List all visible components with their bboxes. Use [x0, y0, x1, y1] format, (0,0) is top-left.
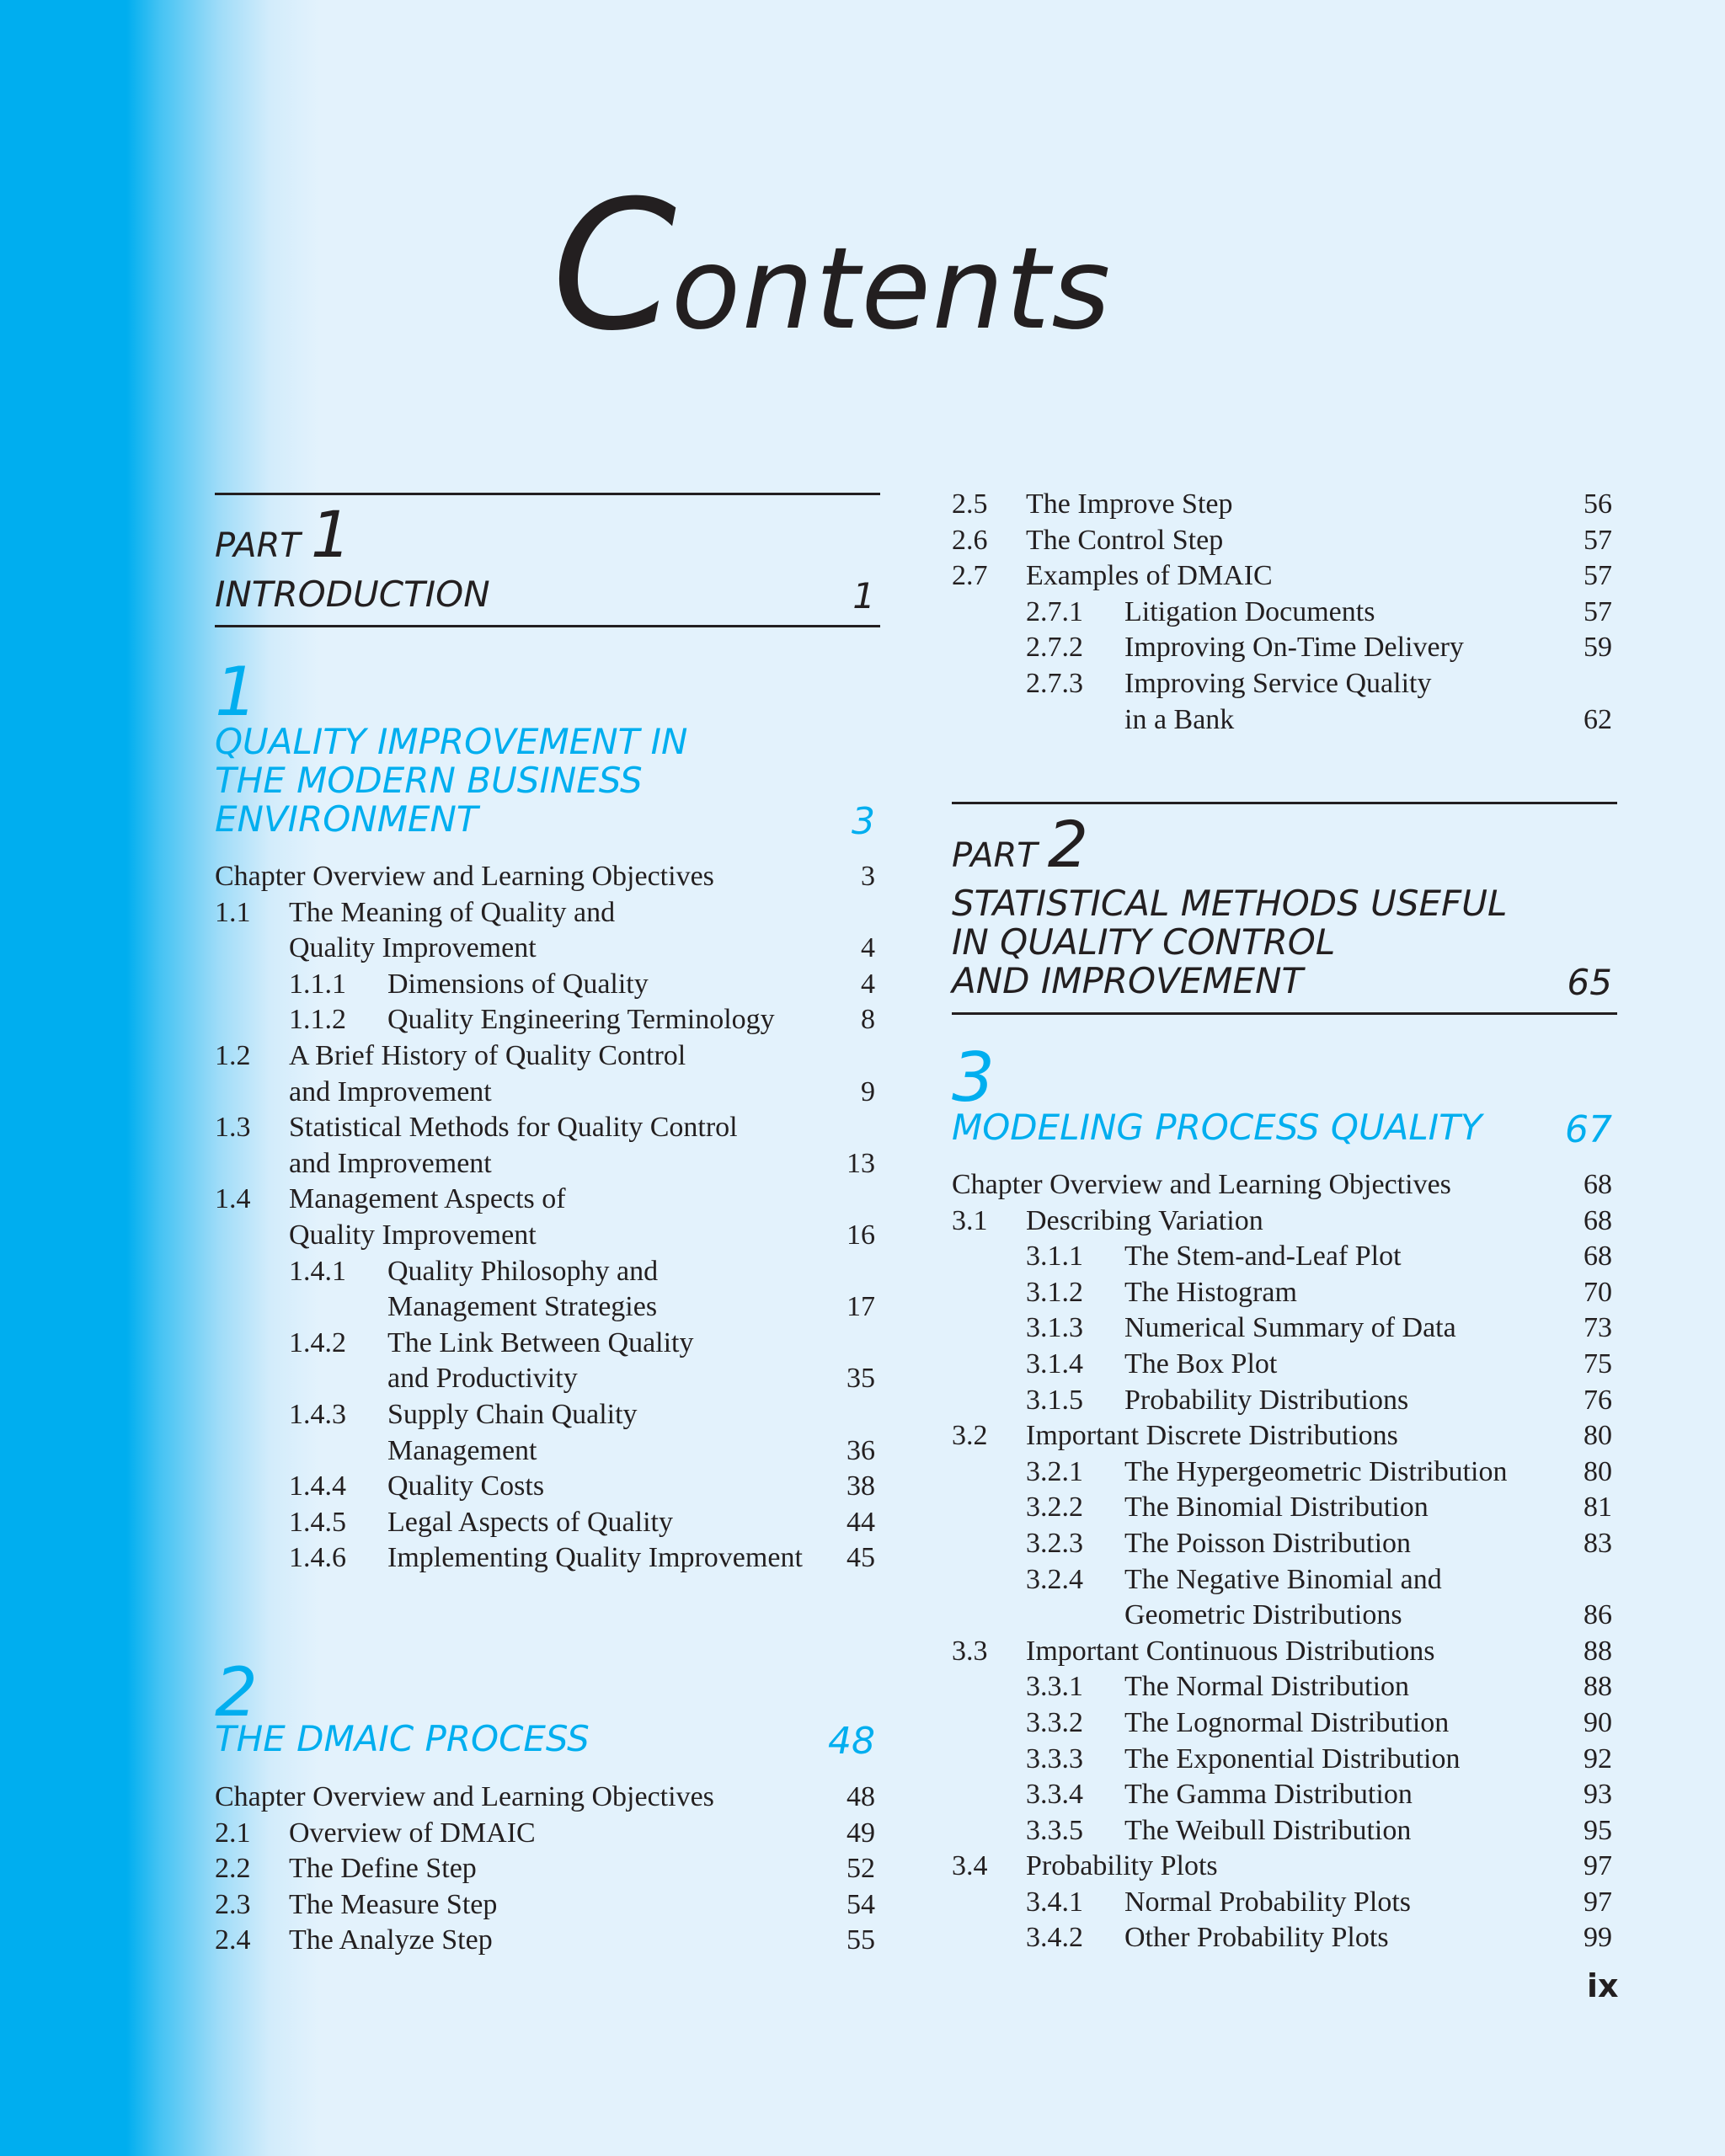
part-page-number: 1 — [852, 575, 875, 616]
entry-number: 2.7.3 — [1026, 667, 1083, 699]
entry-label: The Negative Binomial and — [1124, 1563, 1442, 1595]
entry-number: 1.4.6 — [289, 1542, 346, 1574]
toc-entry — [215, 895, 880, 931]
entry-label: Describing Variation — [1026, 1204, 1263, 1236]
chapter-number: 3 — [952, 1038, 995, 1117]
toc-entry — [215, 1110, 880, 1146]
entry-label: The Gamma Distribution — [1124, 1779, 1413, 1811]
entry-number: 3.2.4 — [1026, 1563, 1083, 1595]
entry-page-number: 4 — [861, 932, 875, 964]
toc-entry — [952, 1634, 1617, 1670]
entry-label: Other Probability Plots — [1124, 1922, 1389, 1954]
entry-label: Probability Plots — [1026, 1850, 1218, 1882]
toc-entry — [215, 967, 880, 1003]
entry-label: Management Strategies — [387, 1291, 658, 1323]
entry-page-number: 93 — [1583, 1779, 1612, 1811]
entry-label: The Measure Step — [289, 1888, 498, 1920]
entry-number: 3.4.1 — [1026, 1886, 1083, 1918]
entry-number: 2.7.2 — [1026, 632, 1083, 664]
entry-number: 1.2 — [215, 1039, 251, 1071]
entry-number: 1.4.2 — [289, 1326, 346, 1358]
toc-entry — [952, 523, 1617, 559]
entry-label: The Hypergeometric Distribution — [1124, 1455, 1508, 1487]
entry-page-number: 57 — [1583, 560, 1612, 592]
entry-number: 1.4.4 — [289, 1470, 346, 1502]
entry-page-number: 83 — [1583, 1527, 1612, 1559]
entry-number: 3.2.1 — [1026, 1455, 1083, 1487]
toc-entry — [215, 859, 880, 895]
toc-entry — [952, 1705, 1617, 1742]
toc-entry — [952, 1418, 1617, 1454]
entry-page-number: 55 — [846, 1924, 875, 1956]
toc-entry — [952, 1742, 1617, 1778]
toc-entry — [215, 1540, 880, 1577]
part-bottom-rule — [952, 1012, 1617, 1015]
toc-entry — [952, 1562, 1617, 1598]
entry-label: Important Discrete Distributions — [1026, 1420, 1398, 1452]
entry-page-number: 95 — [1583, 1814, 1612, 1846]
toc-entry-list — [215, 1780, 880, 1959]
chapter-title — [215, 1718, 880, 1763]
chapter-title — [952, 1107, 1617, 1151]
entry-page-number: 80 — [1583, 1455, 1612, 1487]
toc-entry — [952, 1203, 1617, 1240]
entry-label: The Exponential Distribution — [1124, 1742, 1461, 1774]
entry-label: Examples of DMAIC — [1026, 560, 1273, 592]
chapter-title — [215, 721, 880, 843]
chapter-page-number: 3 — [852, 800, 875, 843]
toc-entry — [215, 1397, 880, 1433]
entry-page-number: 48 — [846, 1781, 875, 1812]
chapter-page-number: 67 — [1565, 1108, 1612, 1151]
part-number: 1 — [310, 497, 352, 572]
entry-label: Geometric Distributions — [1124, 1599, 1402, 1631]
entry-page-number: 68 — [1583, 1169, 1612, 1200]
entry-number: 3.3.1 — [1026, 1671, 1083, 1703]
entry-label: Litigation Documents — [1124, 595, 1375, 627]
entry-number: 3.1.3 — [1026, 1312, 1083, 1344]
entry-page-number: 17 — [846, 1291, 875, 1323]
entry-number: 3.2 — [952, 1420, 988, 1452]
toc-entry — [215, 1002, 880, 1038]
toc-entry — [215, 1326, 880, 1362]
entry-number: 3.3.4 — [1026, 1779, 1083, 1811]
part-word: PART — [952, 836, 1038, 875]
entry-label: The Define Step — [289, 1853, 477, 1885]
entry-number: 3.1 — [952, 1204, 988, 1236]
entry-page-number: 62 — [1583, 703, 1612, 735]
entry-page-number: 68 — [1583, 1204, 1612, 1236]
entry-page-number: 80 — [1583, 1420, 1612, 1452]
entry-number: 2.3 — [215, 1888, 251, 1920]
toc-entry — [952, 1383, 1617, 1419]
toc-entry — [215, 1146, 880, 1182]
entry-label: and Improvement — [289, 1075, 492, 1107]
toc-entry — [952, 1885, 1617, 1921]
page-folio: ix — [1587, 1967, 1619, 2004]
toc-entry — [215, 1433, 880, 1470]
toc-entry-list — [215, 859, 880, 1577]
entry-number: 3.1.1 — [1026, 1241, 1083, 1273]
toc-entry — [952, 487, 1617, 523]
entry-number: 1.4 — [215, 1183, 251, 1215]
entry-label: Quality Engineering Terminology — [387, 1004, 775, 1036]
part-heading — [215, 497, 880, 572]
entry-number: 1.1.1 — [289, 968, 346, 1000]
entry-label: in a Bank — [1124, 703, 1235, 735]
entry-number: 2.6 — [952, 524, 988, 556]
entry-label: Probability Distributions — [1124, 1384, 1409, 1416]
entry-label: Chapter Overview and Learning Objectives — [952, 1169, 1451, 1200]
chapter-title-line: QUALITY IMPROVEMENT IN — [215, 721, 688, 762]
entry-number: 1.4.1 — [289, 1255, 346, 1287]
entry-label: The Normal Distribution — [1124, 1671, 1410, 1703]
toc-entry — [215, 1887, 880, 1924]
entry-page-number: 59 — [1583, 632, 1612, 664]
entry-page-number: 76 — [1583, 1384, 1612, 1416]
entry-label: Management Aspects of — [289, 1183, 566, 1215]
chapter-title-line: ENVIRONMENT — [215, 798, 478, 840]
entry-number: 3.1.2 — [1026, 1276, 1083, 1308]
entry-page-number: 86 — [1583, 1599, 1612, 1631]
entry-label: Quality Improvement — [289, 932, 537, 964]
chapter-title-line: MODELING PROCESS QUALITY — [952, 1107, 1482, 1148]
entry-label: Supply Chain Quality — [387, 1398, 638, 1430]
toc-entry — [952, 1849, 1617, 1885]
entry-number: 1.1.2 — [289, 1004, 346, 1036]
part-word: PART — [215, 526, 301, 565]
toc-entry — [215, 1075, 880, 1111]
entry-number: 1.3 — [215, 1112, 251, 1144]
entry-page-number: 9 — [861, 1075, 875, 1107]
entry-label: Quality Improvement — [289, 1219, 537, 1251]
entry-page-number: 38 — [846, 1470, 875, 1502]
entry-label: Legal Aspects of Quality — [387, 1506, 673, 1538]
entry-page-number: 8 — [861, 1004, 875, 1036]
part-title-line: INTRODUCTION — [215, 574, 490, 615]
toc-entry-list — [952, 487, 1617, 738]
entry-page-number: 45 — [846, 1542, 875, 1574]
entry-page-number: 35 — [846, 1363, 875, 1395]
entry-label: Normal Probability Plots — [1124, 1886, 1411, 1918]
entry-page-number: 92 — [1583, 1742, 1612, 1774]
entry-label: The Poisson Distribution — [1124, 1527, 1412, 1559]
entry-label: The Weibull Distribution — [1124, 1814, 1412, 1846]
entry-page-number: 13 — [846, 1147, 875, 1179]
toc-entry — [952, 1598, 1617, 1634]
entry-number: 3.2.3 — [1026, 1527, 1083, 1559]
toc-entry — [952, 666, 1617, 702]
chapter-title-line: THE DMAIC PROCESS — [215, 1718, 590, 1759]
entry-label: Management — [387, 1434, 537, 1466]
toc-entry — [952, 1777, 1617, 1813]
toc-entry — [952, 1526, 1617, 1562]
toc-entry — [215, 1254, 880, 1290]
entry-label: The Binomial Distribution — [1124, 1492, 1429, 1524]
entry-page-number: 3 — [861, 861, 875, 892]
toc-entry — [952, 1310, 1617, 1347]
entry-number: 3.4.2 — [1026, 1922, 1083, 1954]
entry-page-number: 56 — [1583, 488, 1612, 520]
toc-entry — [952, 595, 1617, 631]
part-title — [215, 575, 880, 614]
entry-page-number: 52 — [846, 1853, 875, 1885]
part-number: 2 — [1047, 807, 1089, 882]
entry-number: 1.1 — [215, 896, 251, 928]
entry-page-number: 75 — [1583, 1348, 1612, 1380]
entry-number: 3.4 — [952, 1850, 988, 1882]
entry-label: Numerical Summary of Data — [1124, 1312, 1456, 1344]
toc-entry — [215, 1182, 880, 1218]
entry-page-number: 16 — [846, 1219, 875, 1251]
toc-entry — [952, 1275, 1617, 1311]
toc-entry — [215, 1289, 880, 1326]
toc-entry — [215, 1816, 880, 1852]
entry-page-number: 49 — [846, 1817, 875, 1849]
entry-label: Statistical Methods for Quality Control — [289, 1112, 738, 1144]
entry-page-number: 70 — [1583, 1276, 1612, 1308]
entry-page-number: 97 — [1583, 1850, 1612, 1882]
entry-label: Overview of DMAIC — [289, 1817, 536, 1849]
entry-label: Important Continuous Distributions — [1026, 1635, 1435, 1667]
toc-entry — [952, 1813, 1617, 1849]
entry-number: 1.4.3 — [289, 1398, 346, 1430]
toc-entry — [952, 702, 1617, 739]
entry-number: 2.4 — [215, 1924, 251, 1956]
entry-number: 2.2 — [215, 1853, 251, 1885]
entry-label: and Improvement — [289, 1147, 492, 1179]
part-top-rule — [215, 493, 880, 495]
toc-entry — [952, 1669, 1617, 1705]
toc-entry — [215, 1923, 880, 1959]
entry-label: Improving Service Quality — [1124, 667, 1432, 699]
entry-page-number: 88 — [1583, 1635, 1612, 1667]
entry-page-number: 99 — [1583, 1922, 1612, 1954]
entry-number: 3.1.5 — [1026, 1384, 1083, 1416]
toc-entry — [215, 1218, 880, 1254]
entry-page-number: 68 — [1583, 1241, 1612, 1273]
entry-label: Quality Costs — [387, 1470, 545, 1502]
title-rest: ontents — [671, 223, 1113, 355]
entry-label: Improving On-Time Delivery — [1124, 632, 1464, 664]
part-title — [952, 884, 1617, 1001]
entry-label: The Box Plot — [1124, 1348, 1278, 1380]
toc-entry — [952, 630, 1617, 666]
entry-label: Dimensions of Quality — [387, 968, 649, 1000]
toc-entry — [952, 1490, 1617, 1526]
toc-entry — [952, 1167, 1617, 1203]
entry-page-number: 73 — [1583, 1312, 1612, 1344]
entry-page-number: 57 — [1583, 524, 1612, 556]
toc-entry-list — [952, 1167, 1617, 1956]
entry-page-number: 44 — [846, 1506, 875, 1538]
chapter-page-number: 48 — [828, 1720, 875, 1763]
toc-entry — [215, 1469, 880, 1505]
entry-page-number: 97 — [1583, 1886, 1612, 1918]
entry-page-number: 81 — [1583, 1492, 1612, 1524]
entry-number: 3.3 — [952, 1635, 988, 1667]
chapter-title-line: THE MODERN BUSINESS — [215, 760, 643, 801]
chapter-number: 2 — [215, 1653, 258, 1732]
toc-entry — [215, 931, 880, 967]
entry-label: The Analyze Step — [289, 1924, 493, 1956]
entry-number: 3.1.4 — [1026, 1348, 1083, 1380]
entry-page-number: 57 — [1583, 595, 1612, 627]
entry-number: 3.3.3 — [1026, 1742, 1083, 1774]
entry-number: 3.3.2 — [1026, 1706, 1083, 1738]
toc-entry — [952, 1239, 1617, 1275]
entry-page-number: 90 — [1583, 1706, 1612, 1738]
entry-label: The Stem-and-Leaf Plot — [1124, 1241, 1402, 1273]
entry-page-number: 54 — [846, 1888, 875, 1920]
part-heading — [952, 807, 1617, 882]
chapter-number: 1 — [215, 653, 258, 731]
entry-label: The Histogram — [1124, 1276, 1297, 1308]
toc-entry — [215, 1361, 880, 1397]
toc-entry — [952, 1454, 1617, 1491]
toc-entry — [952, 558, 1617, 595]
entry-label: The Meaning of Quality and — [289, 896, 616, 928]
toc-entry — [215, 1038, 880, 1075]
entry-label: Chapter Overview and Learning Objectives — [215, 1781, 714, 1812]
entry-label: The Improve Step — [1026, 488, 1233, 520]
part-page-number: 65 — [1567, 962, 1612, 1003]
entry-number: 2.1 — [215, 1817, 251, 1849]
part-title-line: AND IMPROVEMENT — [952, 960, 1304, 1001]
part-bottom-rule — [215, 625, 880, 627]
entry-label: Quality Philosophy and — [387, 1255, 659, 1287]
entry-page-number: 4 — [861, 968, 875, 1000]
entry-number: 2.5 — [952, 488, 988, 520]
toc-entry — [215, 1780, 880, 1816]
entry-number: 3.2.2 — [1026, 1492, 1083, 1524]
entry-label: A Brief History of Quality Control — [289, 1039, 686, 1071]
entry-number: 2.7.1 — [1026, 595, 1083, 627]
entry-label: Chapter Overview and Learning Objectives — [215, 861, 714, 892]
toc-entry — [952, 1347, 1617, 1383]
toc-entry — [952, 1920, 1617, 1956]
page-title — [552, 162, 1113, 371]
entry-label: The Lognormal Distribution — [1124, 1706, 1450, 1738]
toc-entry — [215, 1505, 880, 1541]
part-title-line: STATISTICAL METHODS USEFUL — [952, 883, 1508, 924]
entry-number: 2.7 — [952, 560, 988, 592]
entry-label: Implementing Quality Improvement — [387, 1542, 803, 1574]
entry-number: 1.4.5 — [289, 1506, 346, 1538]
entry-label: The Control Step — [1026, 524, 1224, 556]
entry-page-number: 88 — [1583, 1671, 1612, 1703]
entry-number: 3.3.5 — [1026, 1814, 1083, 1846]
title-initial: C — [552, 162, 672, 370]
entry-label: and Productivity — [387, 1363, 578, 1395]
part-top-rule — [952, 802, 1617, 804]
toc-entry — [215, 1851, 880, 1887]
part-title-line: IN QUALITY CONTROL — [952, 921, 1336, 963]
entry-page-number: 36 — [846, 1434, 875, 1466]
entry-label: The Link Between Quality — [387, 1326, 694, 1358]
